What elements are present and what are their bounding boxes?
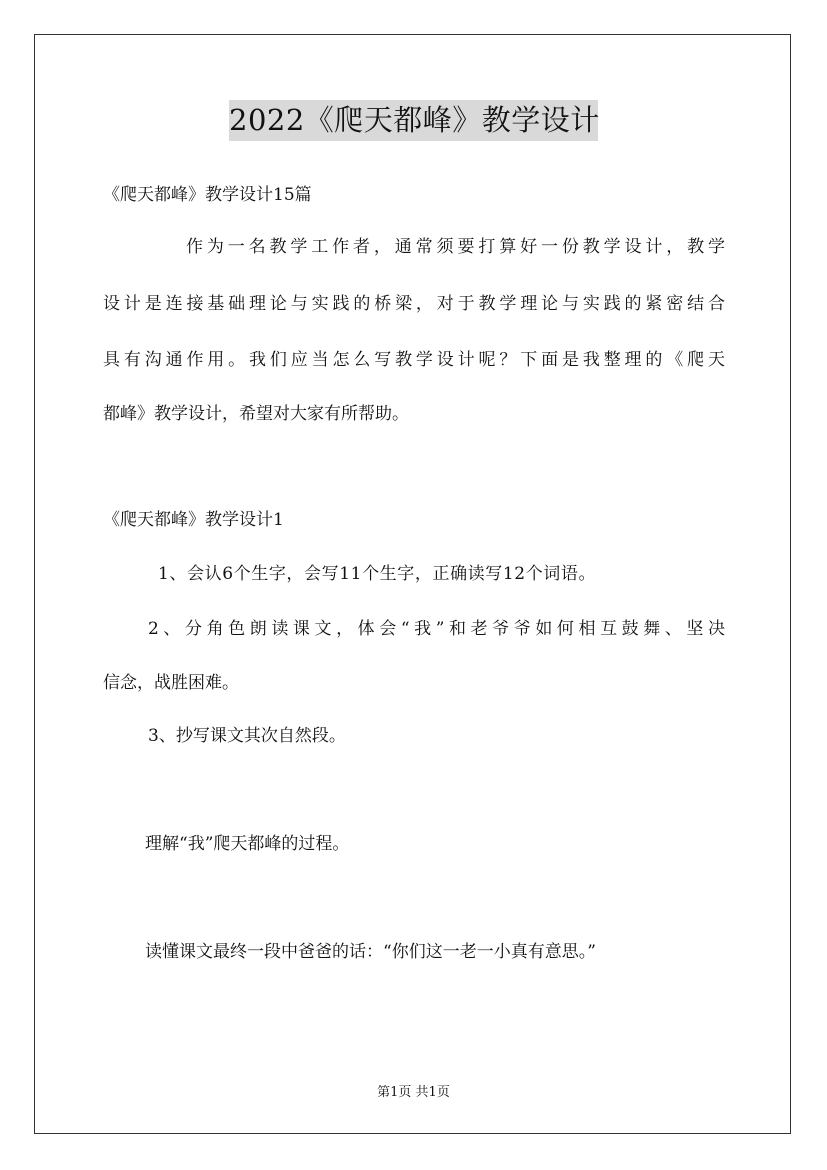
intro-line-1: 作为一名教学工作者，通常须要打算好一份教学设计，教学 [186,237,725,257]
document-title: 2022《爬天都峰》教学设计 [229,100,598,141]
objective-1: 1、会认6个生字，会写11个生字，正确读写12个词语。 [158,564,597,584]
key-point: 理解“我”爬天都峰的过程。 [145,834,350,854]
document-subtitle: 《爬天都峰》教学设计15篇 [103,185,312,205]
intro-line-2: 设计是连接基础理论与实践的桥梁，对于教学理论与实践的紧密结合 [103,294,725,314]
objective-2-line-2: 信念，战胜困难。 [103,673,239,693]
objective-3: 3、抄写课文其次自然段。 [148,726,346,746]
difficulty: 读懂课文最终一段中爸爸的话：“你们这一老一小真有意思。” [145,942,596,962]
page-footer: 第1页 共1页 [377,1085,450,1100]
intro-line-3: 具有沟通作用。我们应当怎么写教学设计呢？下面是我整理的《爬天 [103,350,725,370]
section-heading: 《爬天都峰》教学设计1 [103,510,284,530]
objective-2-line-1: 2、分角色朗读课文，体会“我”和老爷爷如何相互鼓舞、坚决 [148,619,725,639]
intro-line-4: 都峰》教学设计，希望对大家有所帮助。 [103,404,409,424]
